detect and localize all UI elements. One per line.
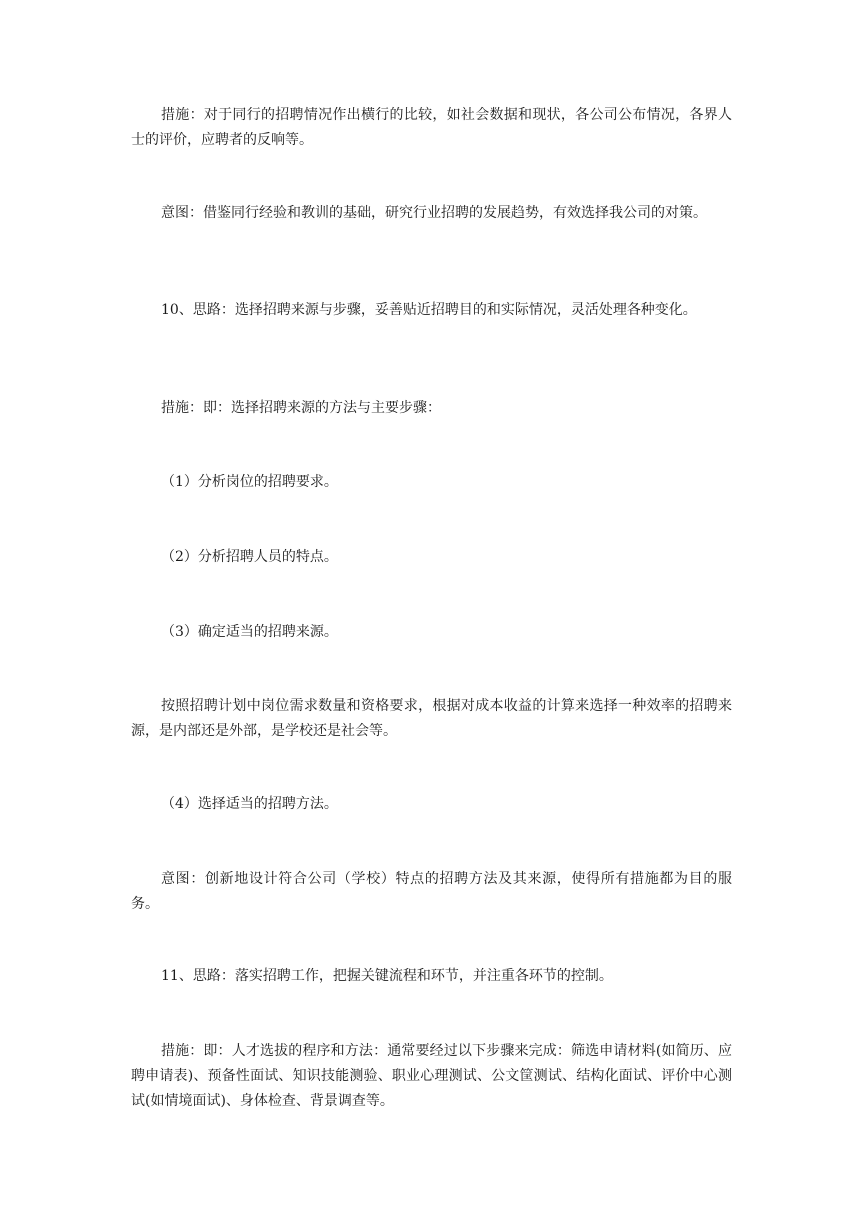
paragraph-idea-10-recruitment-source: 10、思路：选择招聘来源与步骤，妥善贴近招聘目的和实际情况，灵活处理各种变化。 [161, 302, 697, 318]
list-item-4-choose-method: （4）选择适当的招聘方法。 [161, 796, 338, 812]
list-item-3-determine-source: （3）确定适当的招聘来源。 [161, 624, 338, 640]
paragraph-idea-11-implement-recruitment: 11、思路：落实招聘工作，把握关键流程和环节，并注重各环节的控制。 [161, 968, 613, 984]
list-item-1-analyze-requirements: （1）分析岗位的招聘要求。 [161, 474, 338, 490]
paragraph-intent-learn-from-peers: 意图：借鉴同行经验和教训的基础，研究行业招聘的发展趋势，有效选择我公司的对策。 [161, 205, 707, 221]
paragraph-intent-innovative-design: 意图：创新地设计符合公司（学校）特点的招聘方法及其来源，使得所有措施都为目的服务。 [131, 871, 732, 912]
paragraph-measures-source-steps: 措施：即：选择招聘来源的方法与主要步骤： [161, 400, 441, 416]
paragraph-source-selection-detail: 按照招聘计划中岗位需求数量和资格要求，根据对成本收益的计算来选择一种效率的招聘来源，是内部还是外部，是学校还是社会等。 [131, 698, 732, 739]
paragraph-measures-peer-comparison: 措施：对于同行的招聘情况作出横行的比较，如社会数据和现状，各公司公布情况，各界人士的评价，应聘者的反响等。 [131, 107, 732, 148]
list-item-2-analyze-candidates: （2）分析招聘人员的特点。 [161, 549, 338, 565]
paragraph-measures-selection-procedure: 措施：即：人才选拔的程序和方法：通常要经过以下步骤来完成：筛选申请材料(如简历、应聘申请表)、预备性面试、知识技能测验、职业心理测试、公文筐测试、结构化面试、评价中心测试(如情境面试)、身体检查、背景调查等。 [131, 1043, 732, 1109]
